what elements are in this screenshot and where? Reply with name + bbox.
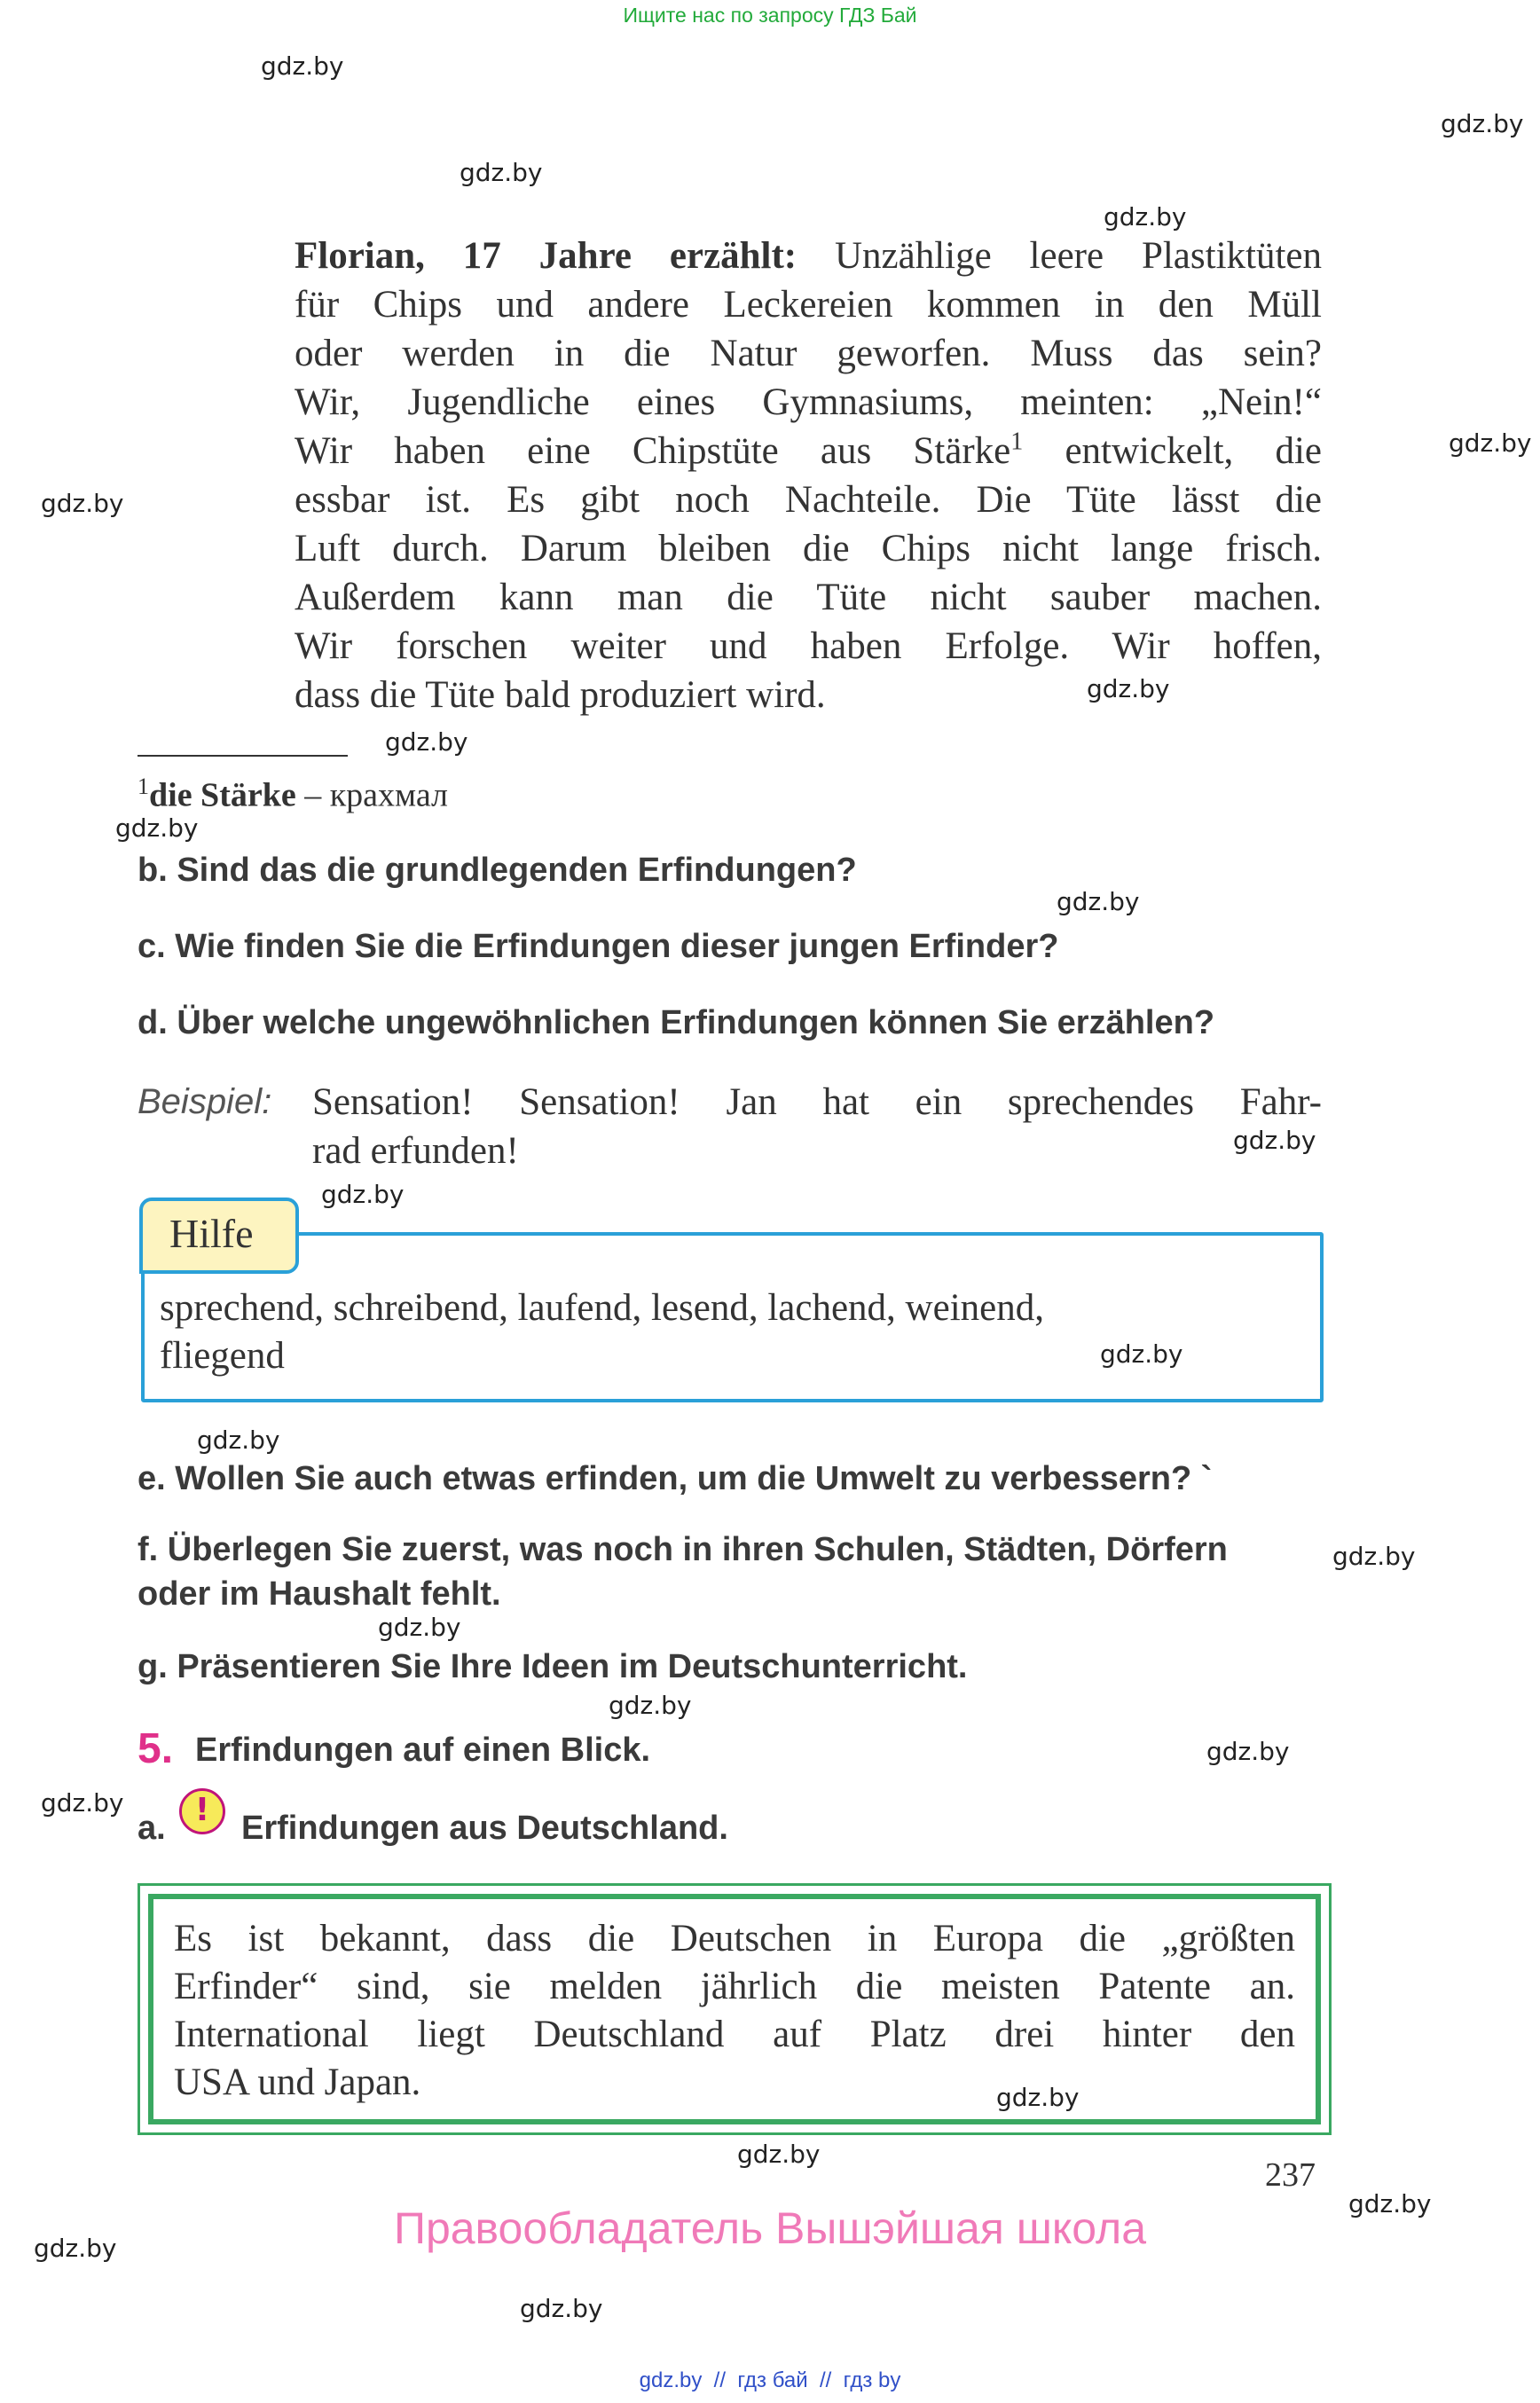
question-f: f. Überlegen Sie zuerst, was noch in ihren Schulen, Städten, Dörfern (138, 1531, 1228, 1568)
florian-line: Außerdem kann man die Tüte nicht sauber machen. (295, 577, 1322, 618)
watermark: gdz.by (1348, 2189, 1432, 2218)
florian-text: Wir haben eine Chipstüte aus Stärke (295, 430, 1011, 472)
footnote-translation: – крахмал (295, 776, 448, 814)
footnote-term: die Stärke (149, 776, 296, 814)
footnote-number: 1 (138, 774, 149, 799)
florian-line: für Chips und andere Leckereien kommen in den Müll (295, 284, 1322, 326)
exercise-title: Erfindungen auf einen Blick. (195, 1732, 651, 1769)
hilfe-text (160, 1284, 1304, 1380)
info-line: Erfinder“ sind, sie melden jährlich die meisten Patente an. (174, 1966, 1295, 2007)
watermark: gdz.by (1233, 1126, 1316, 1155)
florian-line (295, 232, 1322, 280)
florian-paragraph (295, 232, 1322, 719)
footer-links[interactable]: gdz.by // гдз бай // гдз by (639, 2368, 901, 2392)
watermark: gdz.by (321, 1180, 405, 1209)
watermark: gdz.by (1332, 1542, 1416, 1571)
florian-line: oder werden in die Natur geworfen. Muss das sein? (295, 333, 1322, 374)
watermark: gdz.by (261, 51, 344, 81)
watermark: gdz.by (378, 1613, 461, 1642)
footnote-rule (138, 755, 348, 757)
watermark: gdz.by (460, 158, 543, 187)
question-c: c. Wie finden Sie die Erfindungen dieser jungen Erfinder? (138, 928, 1059, 965)
footnote-ref: 1 (1010, 428, 1024, 456)
hilfe-line: fliegend (160, 1335, 285, 1377)
exclamation-icon: ! (179, 1788, 225, 1834)
watermark: gdz.by (385, 727, 468, 757)
question-e: e. Wollen Sie auch etwas erfinden, um die Umwelt zu verbessern? ` (138, 1460, 1213, 1497)
florian-line (295, 427, 1322, 475)
watermark: gdz.by (996, 2083, 1080, 2112)
watermark: gdz.by (1100, 1339, 1183, 1369)
watermark: gdz.by (41, 1788, 124, 1818)
beispiel-line: Sensation! Sensation! Jan hat ein sprechendes Fahr- (312, 1081, 1322, 1123)
hilfe-title: Hilfe (169, 1211, 254, 1256)
speaker-label: Florian, 17 Jahre erzählt: (295, 235, 798, 277)
florian-text: Unzählige leere Plastiktüten (834, 235, 1322, 277)
watermark: gdz.by (1206, 1737, 1290, 1766)
beispiel-line: rad erfunden! (312, 1130, 519, 1172)
watermark: gdz.by (34, 2234, 117, 2263)
info-line: International liegt Deutschland auf Platz drei hinter den (174, 2014, 1295, 2055)
florian-line: Wir, Jugendliche eines Gymnasiums, meinten: „Nein!“ (295, 381, 1322, 423)
watermark: gdz.by (737, 2140, 821, 2169)
watermark: gdz.by (1104, 202, 1187, 232)
question-f-continued: oder im Haushalt fehlt. (138, 1575, 501, 1613)
florian-line: essbar ist. Es gibt noch Nachteile. Die Tüte lässt die (295, 479, 1322, 521)
beispiel-text (312, 1078, 1322, 1175)
question-g: g. Präsentieren Sie Ihre Ideen im Deutschunterricht. (138, 1648, 968, 1685)
question-d: d. Über welche ungewöhnlichen Erfindungen können Sie erzählen? (138, 1004, 1215, 1041)
question-b: b. Sind das die grundlegenden Erfindungen? (138, 852, 857, 889)
exercise-sub-text: Erfindungen aus Deutschland. (241, 1810, 728, 1847)
info-line: USA und Japan. (174, 2061, 421, 2103)
florian-line: Luft durch. Darum bleiben die Chips nicht lange frisch. (295, 528, 1322, 569)
copyright-notice: Правообладатель Вышэйшая школа (394, 2203, 1146, 2253)
florian-line: dass die Tüte bald produziert wird. (295, 674, 826, 716)
watermark: gdz.by (1087, 674, 1170, 703)
exercise-sub-label: a. (138, 1810, 166, 1847)
florian-line: Wir forschen weiter und haben Erfolge. Wir hoffen, (295, 625, 1322, 667)
page-number: 237 (1265, 2156, 1316, 2194)
hilfe-line: sprechend, schreibend, laufend, lesend, lachend, weinend, (160, 1287, 1044, 1329)
watermark: gdz.by (1449, 428, 1532, 458)
hilfe-tab (139, 1198, 299, 1274)
info-line: Es ist bekannt, dass die Deutschen in Europa die „größten (174, 1918, 1295, 1959)
watermark: gdz.by (197, 1425, 280, 1455)
watermark: gdz.by (1441, 109, 1524, 138)
watermark: gdz.by (115, 813, 199, 843)
watermark: gdz.by (41, 489, 124, 518)
beispiel-label: Beispiel: (138, 1082, 272, 1121)
watermark: gdz.by (520, 2294, 603, 2323)
watermark: gdz.by (609, 1691, 692, 1720)
exercise-number: 5. (138, 1725, 174, 1772)
florian-text: entwickelt, die (1023, 430, 1322, 472)
info-box-text (174, 1915, 1295, 2107)
watermark: gdz.by (1057, 887, 1140, 916)
header-note: Ищите нас по запросу ГДЗ Бай (623, 4, 917, 27)
footnote (138, 774, 448, 815)
